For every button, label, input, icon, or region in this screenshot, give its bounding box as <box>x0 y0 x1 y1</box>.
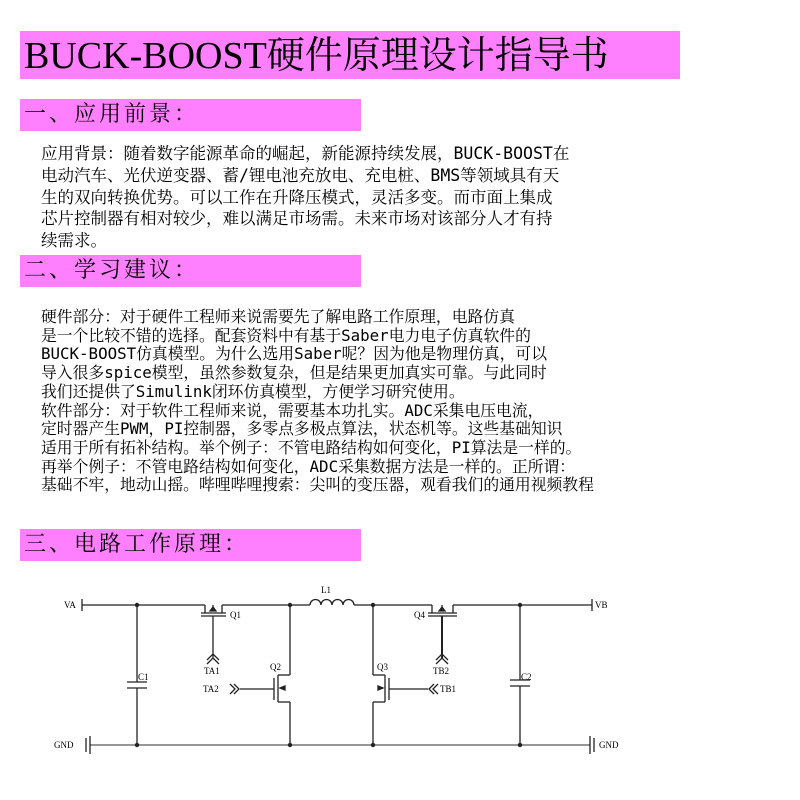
label-tb2: TB2 <box>433 666 450 676</box>
label-l1: L1 <box>321 585 331 595</box>
text-line: 软件部分：对于软件工程师来说，需要基本功扎实。ADC采集电压电流， <box>41 400 544 420</box>
text-line: 适用于所有拓补结构。举个例子：不管电路结构如何变化，PI算法是一样的。 <box>41 437 582 457</box>
text-line: 再举个例子：不管电路结构如何变化，ADC采集数据方法是一样的。正所谓： <box>41 456 576 476</box>
inductor-l1 <box>310 600 354 606</box>
label-ta1: TA1 <box>204 666 220 676</box>
text-line: 续需求。 <box>41 231 107 251</box>
label-q3: Q3 <box>377 662 388 672</box>
text-line: 基础不牢，地动山摇。哔哩哔哩搜索：尖叫的变压器，观看我们的通用视频教程 <box>41 475 594 495</box>
text-line: 芯片控制器有相对较少，难以满足市场需。未来市场对该部分人才有持 <box>41 209 553 229</box>
label-va: VA <box>64 600 76 610</box>
text-line: 电动汽车、光伏逆变器、蓄/锂电池充放电、充电桩、BMS等领域具有天 <box>41 165 560 185</box>
application-paragraph <box>41 143 569 252</box>
text-line: 是一个比较不错的选择。配套资料中有基于Saber电力电子仿真软件的 <box>41 325 531 345</box>
label-c1: C1 <box>138 672 149 682</box>
label-q4: Q4 <box>414 610 425 620</box>
section-heading-application: 一、应用前景： <box>20 99 361 131</box>
study-paragraph <box>41 308 594 495</box>
label-c2: C2 <box>521 672 532 682</box>
label-q1: Q1 <box>230 610 241 620</box>
label-q2: Q2 <box>270 662 281 672</box>
label-ta2: TA2 <box>203 684 219 694</box>
buck-boost-circuit-diagram <box>0 580 800 770</box>
section-heading-circuit: 三、电路工作原理： <box>20 529 361 561</box>
text-line: 应用背景：随着数字能源革命的崛起，新能源持续发展，BUCK-BOOST在 <box>41 144 570 163</box>
label-gnd-right: GND <box>599 740 619 750</box>
section-heading-study: 二、学习建议： <box>20 255 361 287</box>
document-title: BUCK-BOOST硬件原理设计指导书 <box>20 31 680 79</box>
text-line: BUCK-BOOST仿真模型。为什么选用Saber呢？因为他是物理仿真，可以 <box>41 344 547 364</box>
text-line: 导入很多spice模型，虽然参数复杂，但是结果更加真实可靠。与此同时 <box>41 363 547 383</box>
text-line: 硬件部分：对于硬件工程师来说需要先了解电路工作原理，电路仿真 <box>41 307 515 326</box>
text-line: 我们还提供了Simulink闭环仿真模型，方便学习研究使用。 <box>41 381 465 401</box>
label-gnd-left: GND <box>54 740 74 750</box>
label-tb1: TB1 <box>440 684 457 694</box>
text-line: 定时器产生PWM，PI控制器，多零点多极点算法，状态机等。这些基础知识 <box>41 419 563 439</box>
label-vb: VB <box>595 600 608 610</box>
text-line: 生的双向转换优势。可以工作在升降压模式，灵活多变。而市面上集成 <box>41 187 553 207</box>
